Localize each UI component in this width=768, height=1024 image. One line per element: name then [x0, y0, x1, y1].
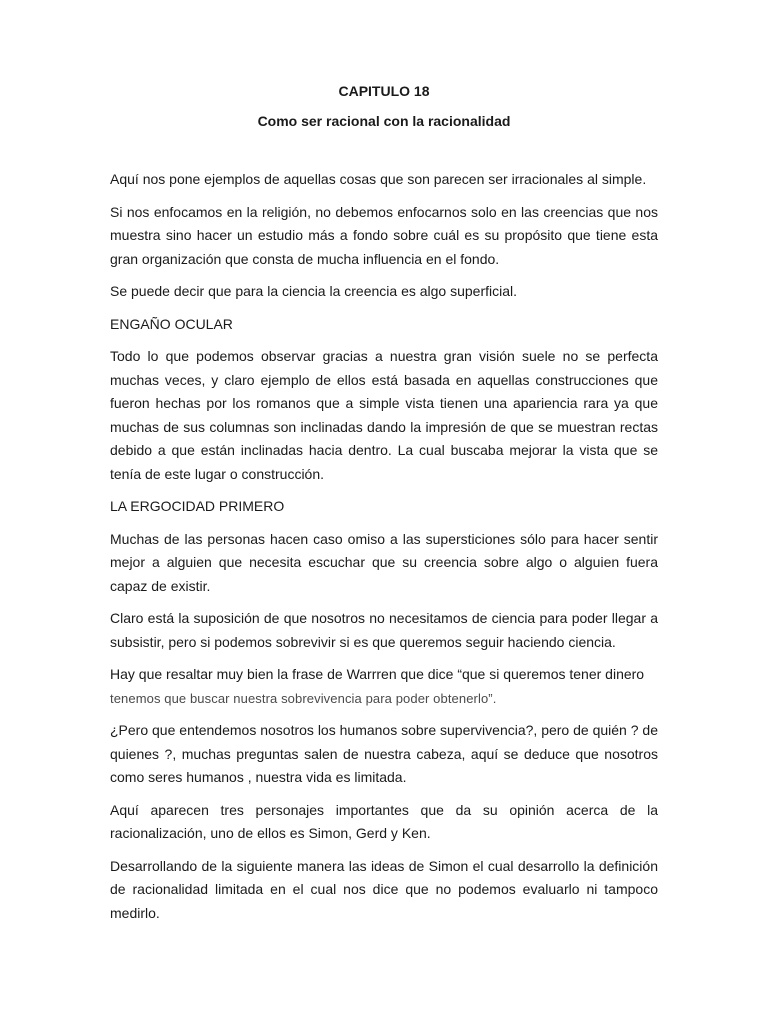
quote-line-1: Hay que resaltar muy bien la frase de Warrren que dice “que si queremos tener dinero	[110, 666, 645, 682]
paragraph: Aquí aparecen tres personajes importantes que da su opinión acerca de la racionalización, uno de ellos es Simon, Gerd y Ken.	[110, 801, 658, 841]
quote-paragraph	[110, 663, 658, 710]
paragraph: Claro está la suposición de que nosotros no necesitamos de ciencia para poder llegar a subsistir, pero si podemos sobrevivir si es que queremos seguir haciendo ciencia.	[110, 610, 658, 650]
chapter-heading: CAPITULO 18	[338, 83, 430, 99]
document-page	[110, 82, 658, 934]
paragraph: Aquí nos pone ejemplos de aquellas cosas que son parecen ser irracionales al simple.	[110, 171, 647, 187]
paragraph: ¿Pero que entendemos nosotros los humanos sobre supervivencia?, pero de quién ? de quienes ?, muchas preguntas salen de nuestra cabeza, aquí se deduce que nosotros como seres humanos , nuestra vida es limitada.	[110, 722, 658, 785]
section-heading-engano-ocular: ENGAÑO OCULAR	[110, 315, 233, 332]
paragraph: Desarrollando de la siguiente manera las ideas de Simon el cual desarrollo la definición de racionalidad limitada en el cual nos dice que no podemos evaluarlo ni tampoco medirlo.	[110, 857, 658, 921]
paragraph: Se puede decir que para la ciencia la creencia es algo superficial.	[110, 283, 518, 299]
chapter-title: Como ser racional con la racionalidad	[257, 113, 511, 129]
quote-line-2: tenemos que buscar nuestra sobrevivencia para poder obtenerlo”.	[110, 690, 497, 706]
paragraph: Muchas de las personas hacen caso omiso a las supersticiones sólo para hacer sentir mejor a alguien que necesita escuchar que su creencia sobre algo o alguien fuera capaz de existir.	[110, 530, 658, 594]
paragraph: Si nos enfocamos en la religión, no debemos enfocarnos solo en las creencias que nos muestra sino hacer un estudio más a fondo sobre cuál es su propósito que tiene esta gran organización que consta de mucha influencia en el fondo.	[110, 203, 658, 267]
paragraph: Todo lo que podemos observar gracias a nuestra gran visión suele no se perfecta muchas veces, y claro ejemplo de ellos está basada en aquellas construcciones que fueron hechas por los romanos que a simple vista tienen una apariencia rara ya que muchas de sus columnas son inclinadas dando la impresión de que se muestran rectas debido a que están inclinadas hacia dentro. La cual buscaba mejorar la vista que se tenía de este lugar o construcción.	[110, 348, 658, 482]
section-heading-ergocidad: LA ERGOCIDAD PRIMERO	[110, 498, 285, 514]
